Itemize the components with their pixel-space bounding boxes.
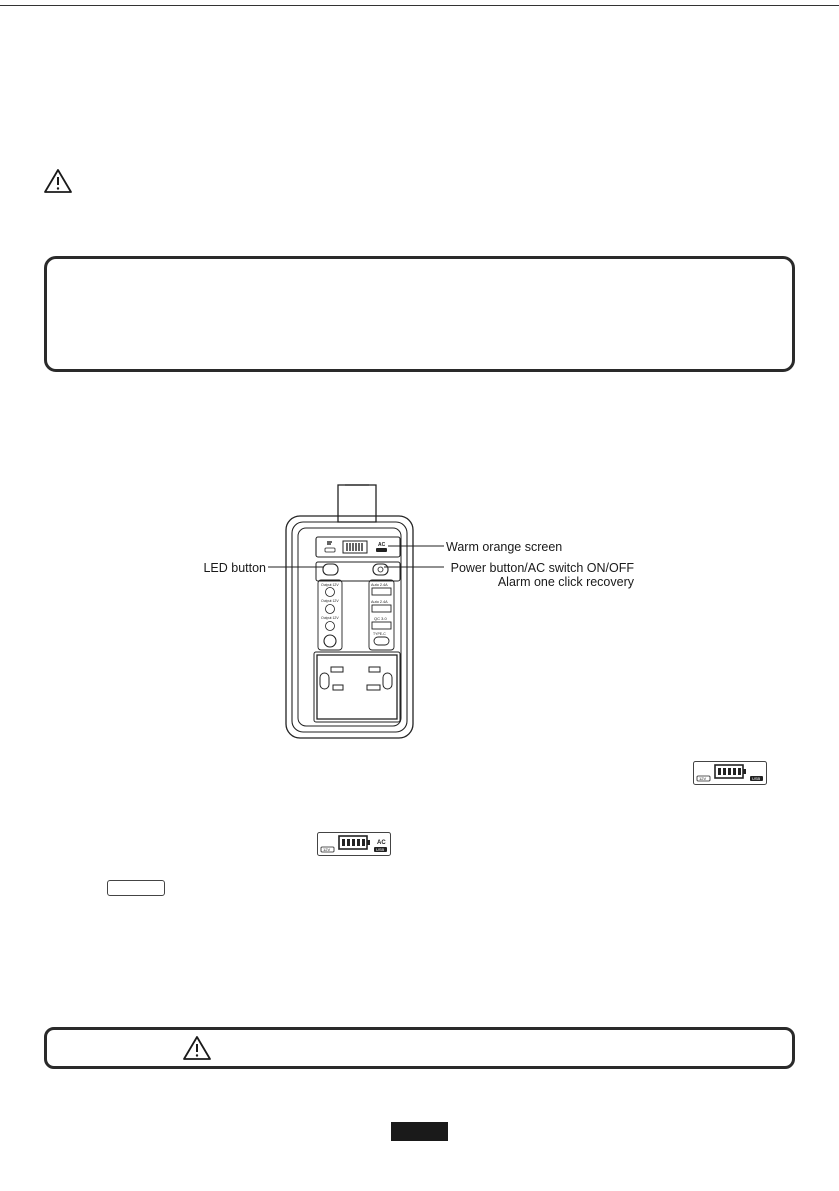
device-ac-label: AC — [378, 542, 386, 548]
power-callout-line1: Power button/AC switch ON/OFF — [450, 561, 634, 575]
usb-label-4: TYPE-C — [373, 632, 386, 636]
battery-display-icon — [693, 761, 767, 785]
battery-b-right-label: USB — [376, 847, 385, 852]
dc-output-label-1: Output 12V — [321, 583, 339, 587]
button-outline-icon — [107, 880, 165, 896]
page-number-badge — [391, 1122, 448, 1141]
battery-ac-display-icon — [317, 832, 391, 856]
battery-a-right-label: USB — [752, 776, 761, 781]
warning-bar-icon — [182, 1035, 212, 1061]
usb-label-3: QC 3.0 — [374, 616, 387, 621]
dc-output-label-3: Output 12V — [321, 616, 339, 620]
usb-label-2: Auto 2.4A — [371, 600, 388, 604]
battery-b-left-label: 12V — [323, 847, 331, 852]
led-callout: LED button — [203, 561, 266, 575]
battery-a-left-label: 12V — [699, 776, 707, 781]
screen-callout: Warm orange screen — [446, 540, 563, 554]
battery-b-ac-label: AC — [377, 840, 386, 846]
dc-output-label-2: Output 12V — [321, 599, 339, 603]
power-callout-line2: Alarm one click recovery — [497, 575, 634, 589]
warning-bar — [44, 1027, 795, 1069]
usb-label-1: Auto 2.4A — [371, 583, 388, 587]
